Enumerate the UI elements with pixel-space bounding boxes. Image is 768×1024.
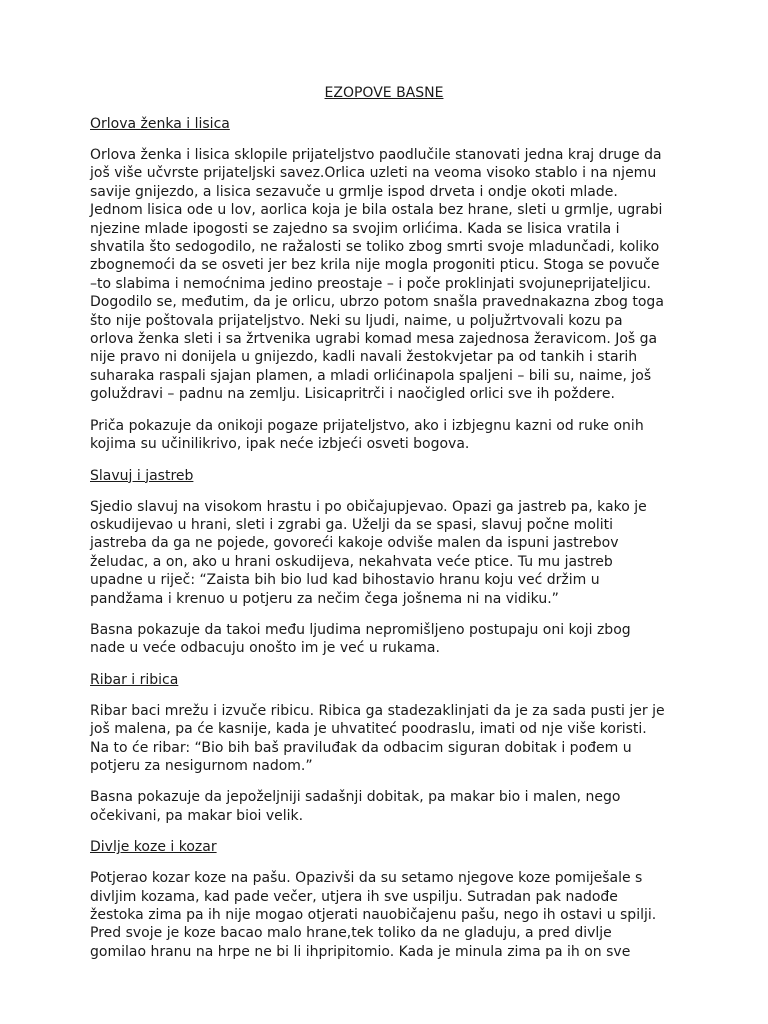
fable-paragraph: Sjedio slavuj na visokom hrastu i po običajupjevao. Opazi ga jastreb pa, kako je oskudijevao u hrani, sleti i zgrabi ga. Uželji da se spasi, slavuj počne moliti jastreba da ga ne pojede, govoreći kakoje odviše malen da ispuni jastrebov želudac, a on, ako u hrani oskudijeva, nekahvata veće ptice. Tu mu jastreb upadne u riječ: “Zaista bih bio lud kad bihostavio hranu koju već držim u pandžama i krenuo u potjeru za nečim čega jošnema ni na vidiku.” — [90, 498, 647, 607]
fable-paragraph: Ribar baci mrežu i izvuče ribicu. Ribica ga stadezaklinjati da je za sada pusti jer je još malena, pa će kasnije, kada je uhvatiteć poodraslu, imati od nje više koristi. Na to će ribar: “Bio bih baš praviluđak da odbacim siguran dobitak i pođem u potjeru za nesigurnom nadom.” — [90, 702, 665, 774]
fable-title: Ribar i ribica — [90, 671, 179, 688]
fable-title: Divlje koze i kozar — [90, 839, 217, 856]
fable-paragraph: Orlova ženka i lisica sklopile prijateljstvo paodlučile stanovati jedna kraj druge da još više učvrste prijateljski savez.Orlica uzleti na veoma visoko stablo i na njemu savije gnijezdo, a lisica sezavuče u grmlje ispod drveta i ondje okoti mlade. Jednom lisica ode u lov, aorlica koja je bila ostala bez hrane, sleti u grmlje, ugrabi njezine mlade ipogosti se zajedno sa svojim orlićima. Kada se lisica vratila i shvatila što sedogodilo, ne ražalosti se toliko zbog smrti svoje mladunčadi, koliko zbognemoći da se osveti jer bez krila nije mogla progoniti pticu. Stoga se povuče –to slabima i nemoćnima jedino preostaje – i poče proklinjati svojuneprijateljicu. Dogodilo se, međutim, da je orlicu, ubrzo potom snašla pravednakazna zbog toga što nije poštovala prijateljstvo. Neki su ljudi, naime, u poljužrtvovali kozu pa orlova ženka sleti i sa žrtvenika ugrabi komad mesa zajednosa žeravicom. Još ga nije pravo ni donijela u gnijezdo, kadli navali žestokvjetar pa od tankih i starih suharaka raspali sjajan plamen, a mladi orlićinapola spaljeni – bili su, naime, još goluždravi – padnu na zemlju. Lisicapritrči i naočigled orlici sve ih požderе. — [90, 147, 664, 403]
fable-title: Slavuj i jastreb — [90, 467, 194, 484]
document-page — [90, 84, 678, 974]
fable-moral: Basna pokazuje da takoi među ljudima nepromišljeno postupaju oni koji zbog nade u veće odbacuju onošto im je već u rukama. — [90, 621, 631, 657]
fable-title: Orlova ženka i lisica — [90, 116, 230, 132]
fable-paragraph: Potjerao kozar koze na pašu. Opazivši da su setamo njegove koze pomiješale s divljim kozama, kad pade večer, utjera ih sve uspilju. Sutradan pak nadođe žestoka zima pa ih nije mogao otjerati nauobičajenu pašu, nego ih ostavi u spilji. Pred svoje je koze bacao malo hrane,tek toliko da ne gladuju, a pred divlje gomilao hranu na hrpe ne bi li ihpripitomio. Kada je minula zima pa ih on sve — [90, 870, 657, 960]
fable-moral: Priča pokazuje da onikoji pogaze prijateljstvo, ako i izbjegnu kazni od ruke onih kojima su učinilikrivo, ipak neće izbjeći osveti bogova. — [90, 417, 644, 453]
fable-moral: Basna pokazuje da jepoželjniji sadašnji dobitak, pa makar bio i malen, nego očekivani, pa makar bioi velik. — [90, 789, 621, 824]
document-title: EZOPOVE BASNE — [324, 85, 444, 101]
